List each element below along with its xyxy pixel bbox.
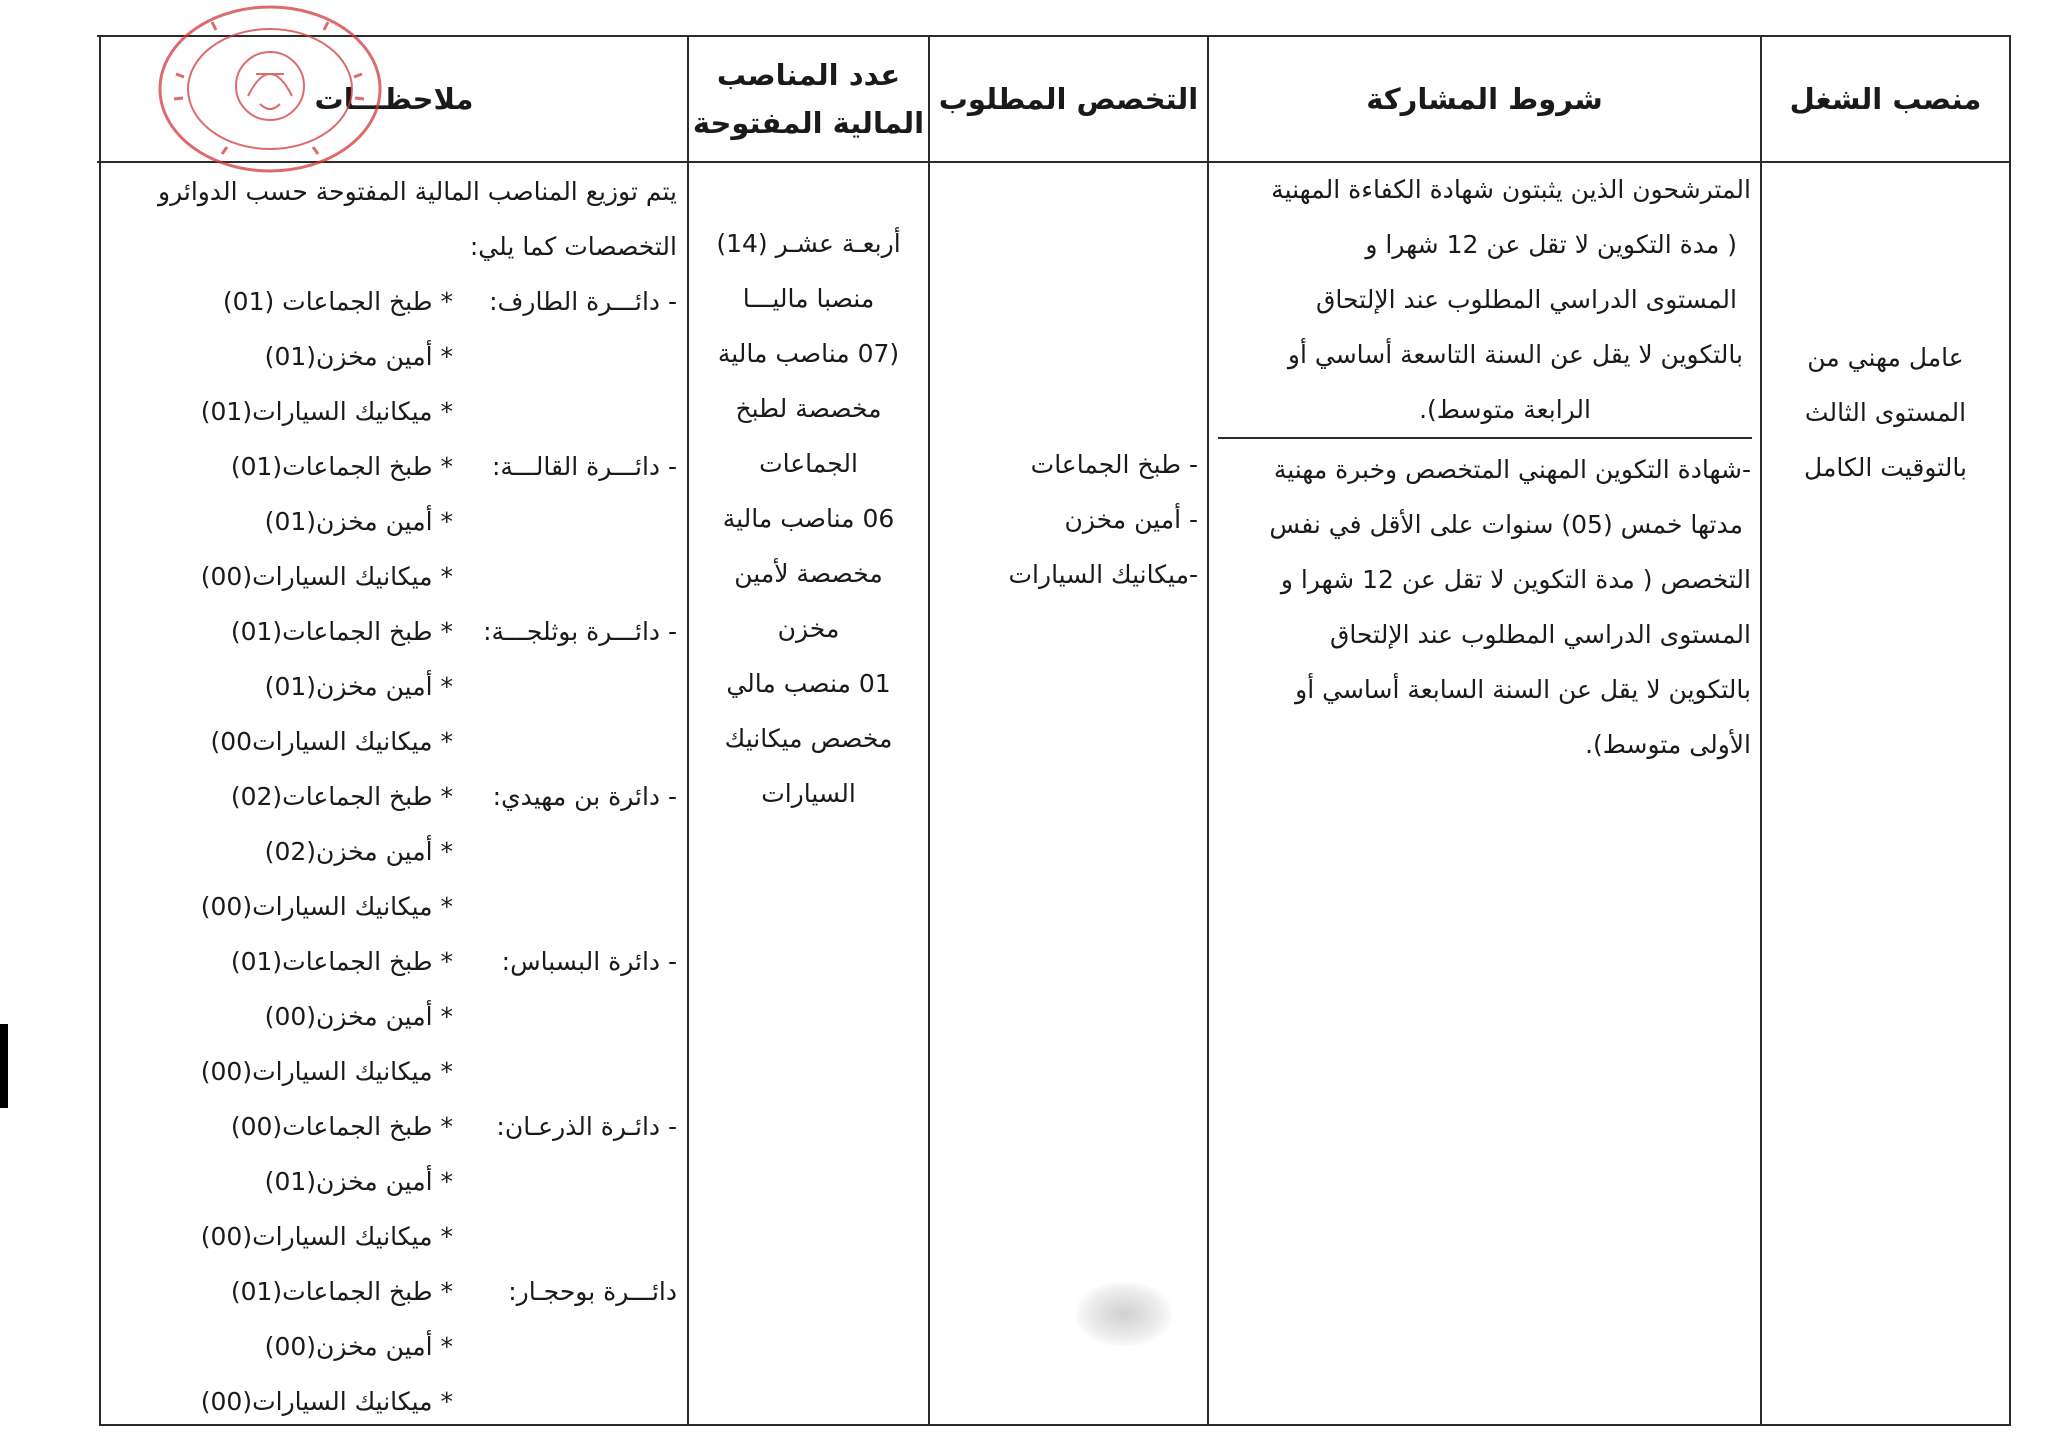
district-item: * ميكانيك السيارات(00) bbox=[200, 1057, 453, 1086]
district-row bbox=[101, 549, 677, 604]
district-row bbox=[101, 934, 677, 989]
district-row bbox=[101, 824, 677, 879]
notes-cell bbox=[101, 164, 677, 1424]
district-item: * طبخ الجماعات(01) bbox=[230, 1277, 453, 1306]
district-label: - دائـــرة القالـــة: bbox=[491, 452, 677, 481]
header-conditions bbox=[1209, 37, 1760, 161]
district-item: * ميكانيك السيارات(00) bbox=[200, 562, 453, 591]
conditions-line: الرابعة متوسط). bbox=[1419, 395, 1591, 424]
specialty-item: - طبخ الجماعات bbox=[1030, 450, 1198, 479]
district-row bbox=[101, 714, 677, 769]
district-item: * أمين مخزن(00) bbox=[264, 1332, 453, 1361]
posts-line: مخصصة لأمين bbox=[734, 559, 883, 588]
district-item: * ميكانيك السيارات00) bbox=[210, 727, 453, 756]
conditions-block-1 bbox=[1209, 162, 1751, 437]
posts-line: 06 مناصب مالية bbox=[722, 504, 895, 533]
district-label: دائـــرة بوحجـار: bbox=[508, 1277, 677, 1306]
header-notes-label: ملاحظـــات bbox=[314, 82, 474, 116]
header-specialty bbox=[930, 37, 1207, 161]
district-item: * طبخ الجماعات (01) bbox=[222, 287, 453, 316]
position-cell bbox=[1762, 330, 2009, 500]
district-item: * ميكانيك السيارات(01) bbox=[200, 397, 453, 426]
conditions-line: الأولى متوسط). bbox=[1585, 730, 1751, 759]
district-row bbox=[101, 494, 677, 549]
district-item: * أمين مخزن(01) bbox=[264, 1167, 453, 1196]
posts-line: منصبا ماليـــا bbox=[742, 284, 875, 313]
position-line: عامل مهني من bbox=[1807, 343, 1964, 372]
district-row bbox=[101, 1099, 677, 1154]
posts-cell bbox=[689, 216, 928, 826]
district-row bbox=[101, 384, 677, 439]
district-label: - دائرة بن مهيدي: bbox=[492, 782, 677, 811]
district-item: * أمين مخزن(01) bbox=[264, 507, 453, 536]
district-row bbox=[101, 769, 677, 824]
district-row bbox=[101, 659, 677, 714]
district-row bbox=[101, 1154, 677, 1209]
position-line: بالتوقيت الكامل bbox=[1804, 453, 1967, 482]
conditions-line: المترشحون الذين يثبتون شهادة الكفاءة المهنية bbox=[1271, 175, 1751, 204]
district-label: - دائـرة الذرعـان: bbox=[496, 1112, 677, 1141]
specialty-item: - أمين مخزن bbox=[1064, 505, 1198, 534]
col-divider-conditions bbox=[1760, 35, 1762, 1426]
specialty-item: -ميكانيك السيارات bbox=[1008, 560, 1198, 589]
district-item: * طبخ الجماعات(01) bbox=[230, 452, 453, 481]
scan-edge-mark bbox=[0, 1024, 8, 1108]
header-posts bbox=[689, 37, 928, 161]
conditions-line: المستوى الدراسي المطلوب عند الإلتحاق bbox=[1316, 285, 1737, 314]
district-item: * طبخ الجماعات(00) bbox=[230, 1112, 453, 1141]
district-item: * أمين مخزن(01) bbox=[264, 342, 453, 371]
header-specialty-label: التخصص المطلوب bbox=[938, 82, 1199, 116]
district-row bbox=[101, 274, 677, 329]
district-row bbox=[101, 1319, 677, 1374]
conditions-line: مدتها خمس (05) سنوات على الأقل في نفس bbox=[1269, 510, 1743, 539]
posts-line: 01 منصب مالي bbox=[726, 669, 891, 698]
conditions-line: -شهادة التكوين المهني المتخصص وخبرة مهنية bbox=[1273, 455, 1751, 484]
conditions-separator bbox=[1218, 437, 1752, 439]
header-posts-line1: عدد المناصب bbox=[716, 58, 901, 92]
district-label: - دائـــرة الطارف: bbox=[489, 287, 677, 316]
district-row bbox=[101, 329, 677, 384]
header-position bbox=[1762, 37, 2009, 161]
conditions-line: بالتكوين لا يقل عن السنة التاسعة أساسي أو bbox=[1287, 340, 1743, 369]
col-divider-posts bbox=[928, 35, 930, 1426]
scan-smudge bbox=[1076, 1282, 1172, 1346]
header-position-label: منصب الشغل bbox=[1789, 82, 1982, 116]
notes-intro: التخصصات كما يلي: bbox=[469, 232, 677, 261]
district-row bbox=[101, 1209, 677, 1264]
district-row bbox=[101, 1264, 677, 1319]
posts-line: أربعـة عشـر (14) bbox=[716, 229, 901, 258]
district-row bbox=[101, 604, 677, 659]
posts-line: (07 مناصب مالية bbox=[717, 339, 900, 368]
posts-line: السيارات bbox=[761, 779, 856, 808]
notes-intro: يتم توزيع المناصب المالية المفتوحة حسب الدوائرو bbox=[158, 177, 677, 206]
district-item: * ميكانيك السيارات(00) bbox=[200, 892, 453, 921]
header-posts-line2: المالية المفتوحة bbox=[692, 106, 925, 140]
header-notes bbox=[101, 37, 687, 161]
specialty-cell bbox=[930, 437, 1198, 607]
district-item: * طبخ الجماعات(02) bbox=[230, 782, 453, 811]
district-item: * أمين مخزن(01) bbox=[264, 672, 453, 701]
district-row bbox=[101, 1044, 677, 1099]
district-label: - دائرة البسباس: bbox=[501, 947, 677, 976]
table-right-border bbox=[2009, 35, 2011, 1426]
header-conditions-label: شروط المشاركة bbox=[1366, 82, 1603, 116]
district-item: * ميكانيك السيارات(00) bbox=[200, 1222, 453, 1251]
district-row bbox=[101, 879, 677, 934]
conditions-block-2 bbox=[1209, 442, 1751, 772]
district-row bbox=[101, 1374, 677, 1429]
posts-line: مخزن bbox=[777, 614, 840, 643]
district-item: * ميكانيك السيارات(00) bbox=[200, 1387, 453, 1416]
district-item: * أمين مخزن(00) bbox=[264, 1002, 453, 1031]
posts-line: الجماعات bbox=[759, 449, 858, 478]
conditions-line: التخصص ( مدة التكوين لا تقل عن 12 شهرا و bbox=[1280, 565, 1751, 594]
district-row bbox=[101, 439, 677, 494]
posts-line: مخصص ميكانيك bbox=[724, 724, 893, 753]
district-item: * أمين مخزن(02) bbox=[264, 837, 453, 866]
posts-line: مخصصة لطبخ bbox=[735, 394, 882, 423]
district-row bbox=[101, 989, 677, 1044]
position-line: المستوى الثالث bbox=[1804, 398, 1967, 427]
district-item: * طبخ الجماعات(01) bbox=[230, 617, 453, 646]
conditions-line: المستوى الدراسي المطلوب عند الإلتحاق bbox=[1330, 620, 1751, 649]
district-label: - دائـــرة بوثلجـــة: bbox=[483, 617, 677, 646]
district-item: * طبخ الجماعات(01) bbox=[230, 947, 453, 976]
conditions-line: بالتكوين لا يقل عن السنة السابعة أساسي أو bbox=[1295, 675, 1751, 704]
conditions-line: ( مدة التكوين لا تقل عن 12 شهرا و bbox=[1365, 230, 1737, 259]
